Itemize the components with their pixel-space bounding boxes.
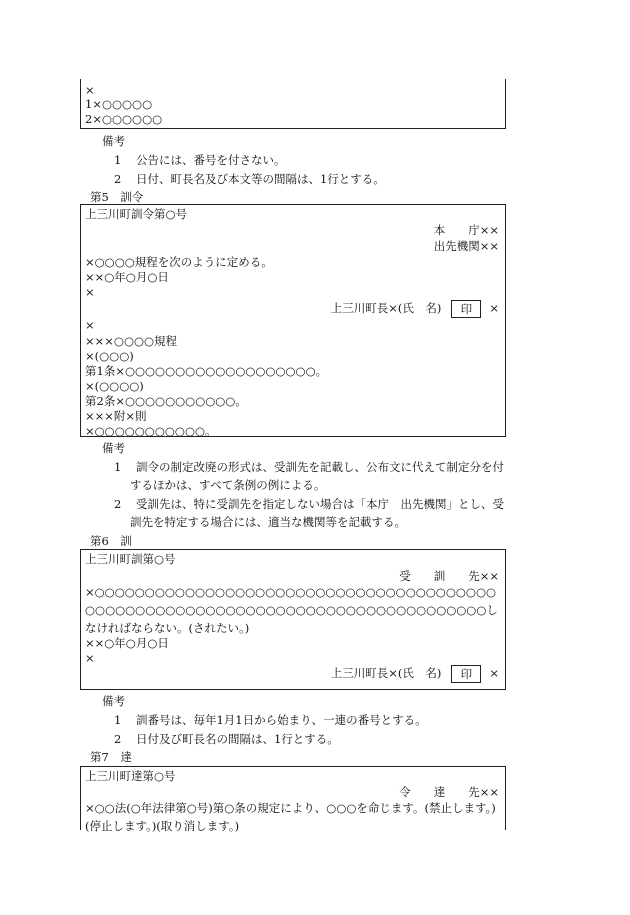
remarks-2-item-2-num: 2	[114, 497, 122, 511]
s5-body: ×○○○○規程を次のように定める。	[85, 255, 273, 269]
s7-body: ×○○法(○年法律第○号)第○条の規定により、○○○を命じます。(禁止します。)(停止します。)(取り消します。)	[85, 801, 496, 833]
s6-blank: ×	[85, 651, 95, 665]
section-6-heading: 第6 訓	[90, 534, 132, 548]
remarks-3-item-1-num: 1	[114, 713, 122, 727]
remarks-1-item-2-text: 日付、町長名及び本文等の間隔は、1行とする。	[135, 172, 385, 186]
section-5-frame	[80, 204, 506, 437]
s5-suppl-text: ×○○○○○○○○○○○。	[85, 424, 217, 438]
s5-blank-1: ×	[85, 285, 95, 299]
s5-rule-title: ×××○○○○規程	[85, 334, 178, 348]
s5-art1-caption: ×(○○○)	[85, 349, 134, 363]
s6-signature	[331, 664, 499, 683]
remarks-2-item-2-line-2: 訓先を特定する場合には、適当な機関等を記載する。	[130, 515, 406, 529]
remarks-3-title: 備考	[102, 694, 125, 708]
s5-art2: 第2条×○○○○○○○○○○○。	[85, 394, 247, 408]
s6-number: 上三川町訓第○号	[85, 552, 176, 566]
s5-art1: 第1条×○○○○○○○○○○○○○○○○○○○。	[85, 364, 328, 378]
s7-recipient: 令 達 先××	[399, 785, 499, 799]
s5-suppl: ×××附×則	[85, 409, 147, 423]
s6-date: ××○年○月○日	[85, 636, 169, 650]
remarks-2-item-1-text: 訓令の制定改廃の形式は、受訓先を記載し、公布文に代えて制定分を付	[135, 460, 504, 474]
remarks-1-title: 備考	[102, 134, 125, 148]
s7-number: 上三川町達第○号	[85, 769, 176, 783]
s5-recipient-2: 出先機関××	[433, 239, 499, 253]
top-line-1: ×	[85, 83, 95, 97]
s5-date: ××○年○月○日	[85, 270, 169, 284]
remarks-1-item-1	[114, 151, 285, 170]
remarks-2-item-1-num: 1	[114, 460, 122, 474]
s5-blank-2: ×	[85, 318, 95, 332]
remarks-3-item-2-text: 日付及び町長名の間隔は、1行とする。	[135, 732, 339, 746]
remarks-2-title: 備考	[102, 441, 125, 455]
remarks-2-item-2-line-1	[114, 495, 504, 514]
remarks-1-item-2-num: 2	[114, 172, 122, 186]
s6-after-seal: ×	[489, 666, 499, 680]
remarks-3-item-2-num: 2	[114, 732, 122, 746]
top-line-2: 1×○○○○○	[85, 97, 153, 111]
s5-art2-caption: ×(○○○○)	[85, 379, 144, 393]
section-5-heading: 第5 訓令	[90, 190, 144, 204]
top-frame	[80, 79, 506, 129]
remarks-3-item-1	[114, 711, 427, 730]
s5-number: 上三川町訓令第○号	[85, 207, 188, 221]
remarks-2-item-1-line-2: するほかは、すべて条例の例による。	[130, 478, 326, 492]
s5-recipient-1: 本 庁××	[433, 223, 499, 237]
remarks-1-item-1-num: 1	[114, 153, 122, 167]
section-6-frame	[80, 549, 506, 690]
top-line-3: 2×○○○○○○	[85, 112, 163, 126]
remarks-2-item-2-text: 受訓先は、特に受訓先を指定しない場合は「本庁 出先機関」とし、受	[135, 497, 504, 511]
s6-recipient: 受 訓 先××	[399, 569, 499, 583]
remarks-1-item-2	[114, 170, 385, 189]
s6-body: ×○○○○○○○○○○○○○○○○○○○○○○○○○○○○○○○○○○○○○○○○○○○○○○○○○○○○○○○○○○○○○○○○○○○○○○○○○○○○○○○○しなければならない。(されたい。)	[85, 585, 498, 635]
s6-seal: 印	[451, 665, 481, 683]
s5-after-seal: ×	[489, 301, 499, 315]
remarks-3-item-2	[114, 730, 339, 749]
remarks-2-item-1-line-1	[114, 458, 504, 477]
s6-signer: 上三川町長×(氏 名)	[330, 666, 442, 680]
s5-signer: 上三川町長×(氏 名)	[330, 301, 442, 315]
section-7-heading: 第7 達	[90, 750, 132, 764]
remarks-3-item-1-text: 訓番号は、毎年1月1日から始まり、一連の番号とする。	[135, 713, 427, 727]
s5-signature	[331, 299, 499, 318]
s5-seal: 印	[451, 300, 481, 318]
section-7-frame	[80, 766, 506, 833]
remarks-1-item-1-text: 公告には、番号を付さない。	[135, 153, 286, 167]
